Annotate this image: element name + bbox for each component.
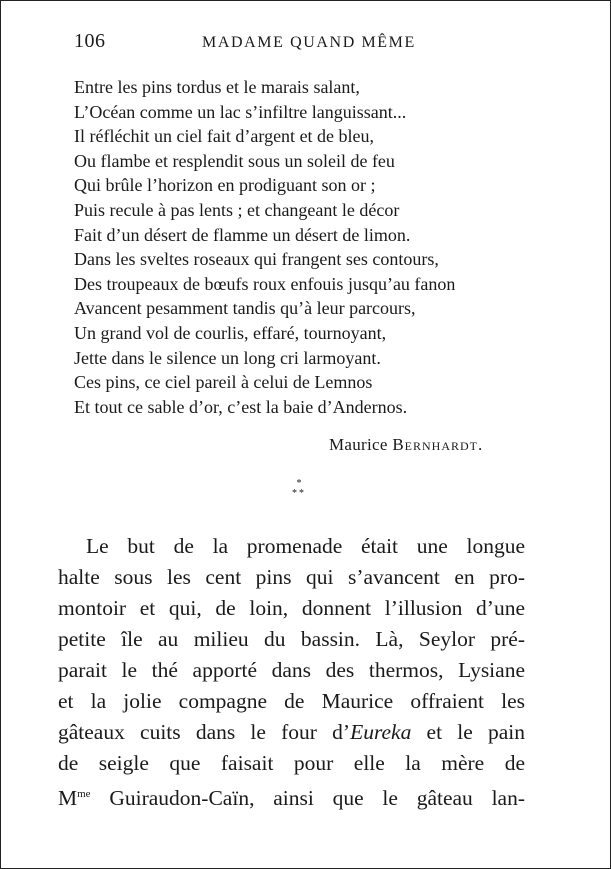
poem-line: Puis recule à pas lents ; et changeant le décor [74, 199, 400, 220]
running-title: MADAME QUAND MÊME [202, 34, 416, 51]
prose-line: et la jolie compagne de Maurice offraient les [58, 689, 525, 713]
poem-line: Entre les pins tordus et le marais salant, [74, 77, 360, 97]
prose-line: halte sous les cent pins qui s’avancent en pro- [58, 565, 525, 589]
prose-italic-title: Eureka [350, 720, 412, 744]
poem-line: Il réfléchit un ciel fait d’argent et de bleu, [74, 126, 375, 147]
poem-line: Un grand vol de courlis, effaré, tournoyant, [74, 322, 387, 343]
poem-line: Fait d’un désert de flamme un désert de limon. [74, 224, 411, 245]
prose-line: Le but de la promenade était une longue [86, 534, 525, 558]
signature-first-name: Maurice [329, 435, 388, 454]
poem-line: Des troupeaux de bœufs roux enfouis jusqu’au fanon [74, 273, 456, 294]
poem-line: Qui brûle l’horizon en prodiguant son or ; [74, 175, 376, 196]
page-number: 106 [74, 30, 106, 52]
prose-paragraph [58, 531, 525, 810]
prose-line [58, 717, 525, 748]
prose-text: gâteaux cuits dans le four d’ [58, 720, 351, 744]
prose-line: montoir et qui, de loin, donnent l’illusion d’une [58, 596, 525, 620]
prose-abbrev: M [58, 786, 78, 810]
prose-line: parait le thé apporté dans des thermos, Lysiane [58, 658, 525, 682]
prose-superscript: me [77, 788, 91, 800]
prose-line: petite île au milieu du bassin. Là, Seylor pré- [58, 627, 525, 651]
poem-line: Ces pins, ce ciel pareil à celui de Lemnos [74, 372, 373, 393]
signature-last-name: Bernhardt. [392, 435, 484, 454]
poem-line: Jette dans le silence un long cri larmoyant. [74, 347, 381, 368]
poem-line: Ou flambe et resplendit sous un soleil de feu [74, 150, 395, 171]
asterism-bottom: ** [292, 488, 306, 499]
poem-line: Avancent pesamment tandis qu’à leur parcours, [74, 298, 416, 319]
poem [74, 75, 544, 419]
poem-line: Et tout ce sable d’or, c’est la baie d’Andernos. [74, 396, 408, 417]
prose-text: Guiraudon-Caïn, ainsi que le gâteau lan- [109, 786, 525, 810]
prose-line [58, 779, 525, 810]
poem-line: L’Océan comme un lac s’infiltre languissant... [74, 101, 407, 122]
prose-text: et le pain [411, 720, 525, 744]
prose-line: de seigle que faisait pour elle la mère de [58, 751, 525, 775]
poem-signature [329, 435, 483, 455]
poem-line: Dans les sveltes roseaux qui frangent ses contours, [74, 249, 439, 270]
asterism-separator [287, 479, 311, 503]
asterism-top: * [296, 478, 302, 489]
